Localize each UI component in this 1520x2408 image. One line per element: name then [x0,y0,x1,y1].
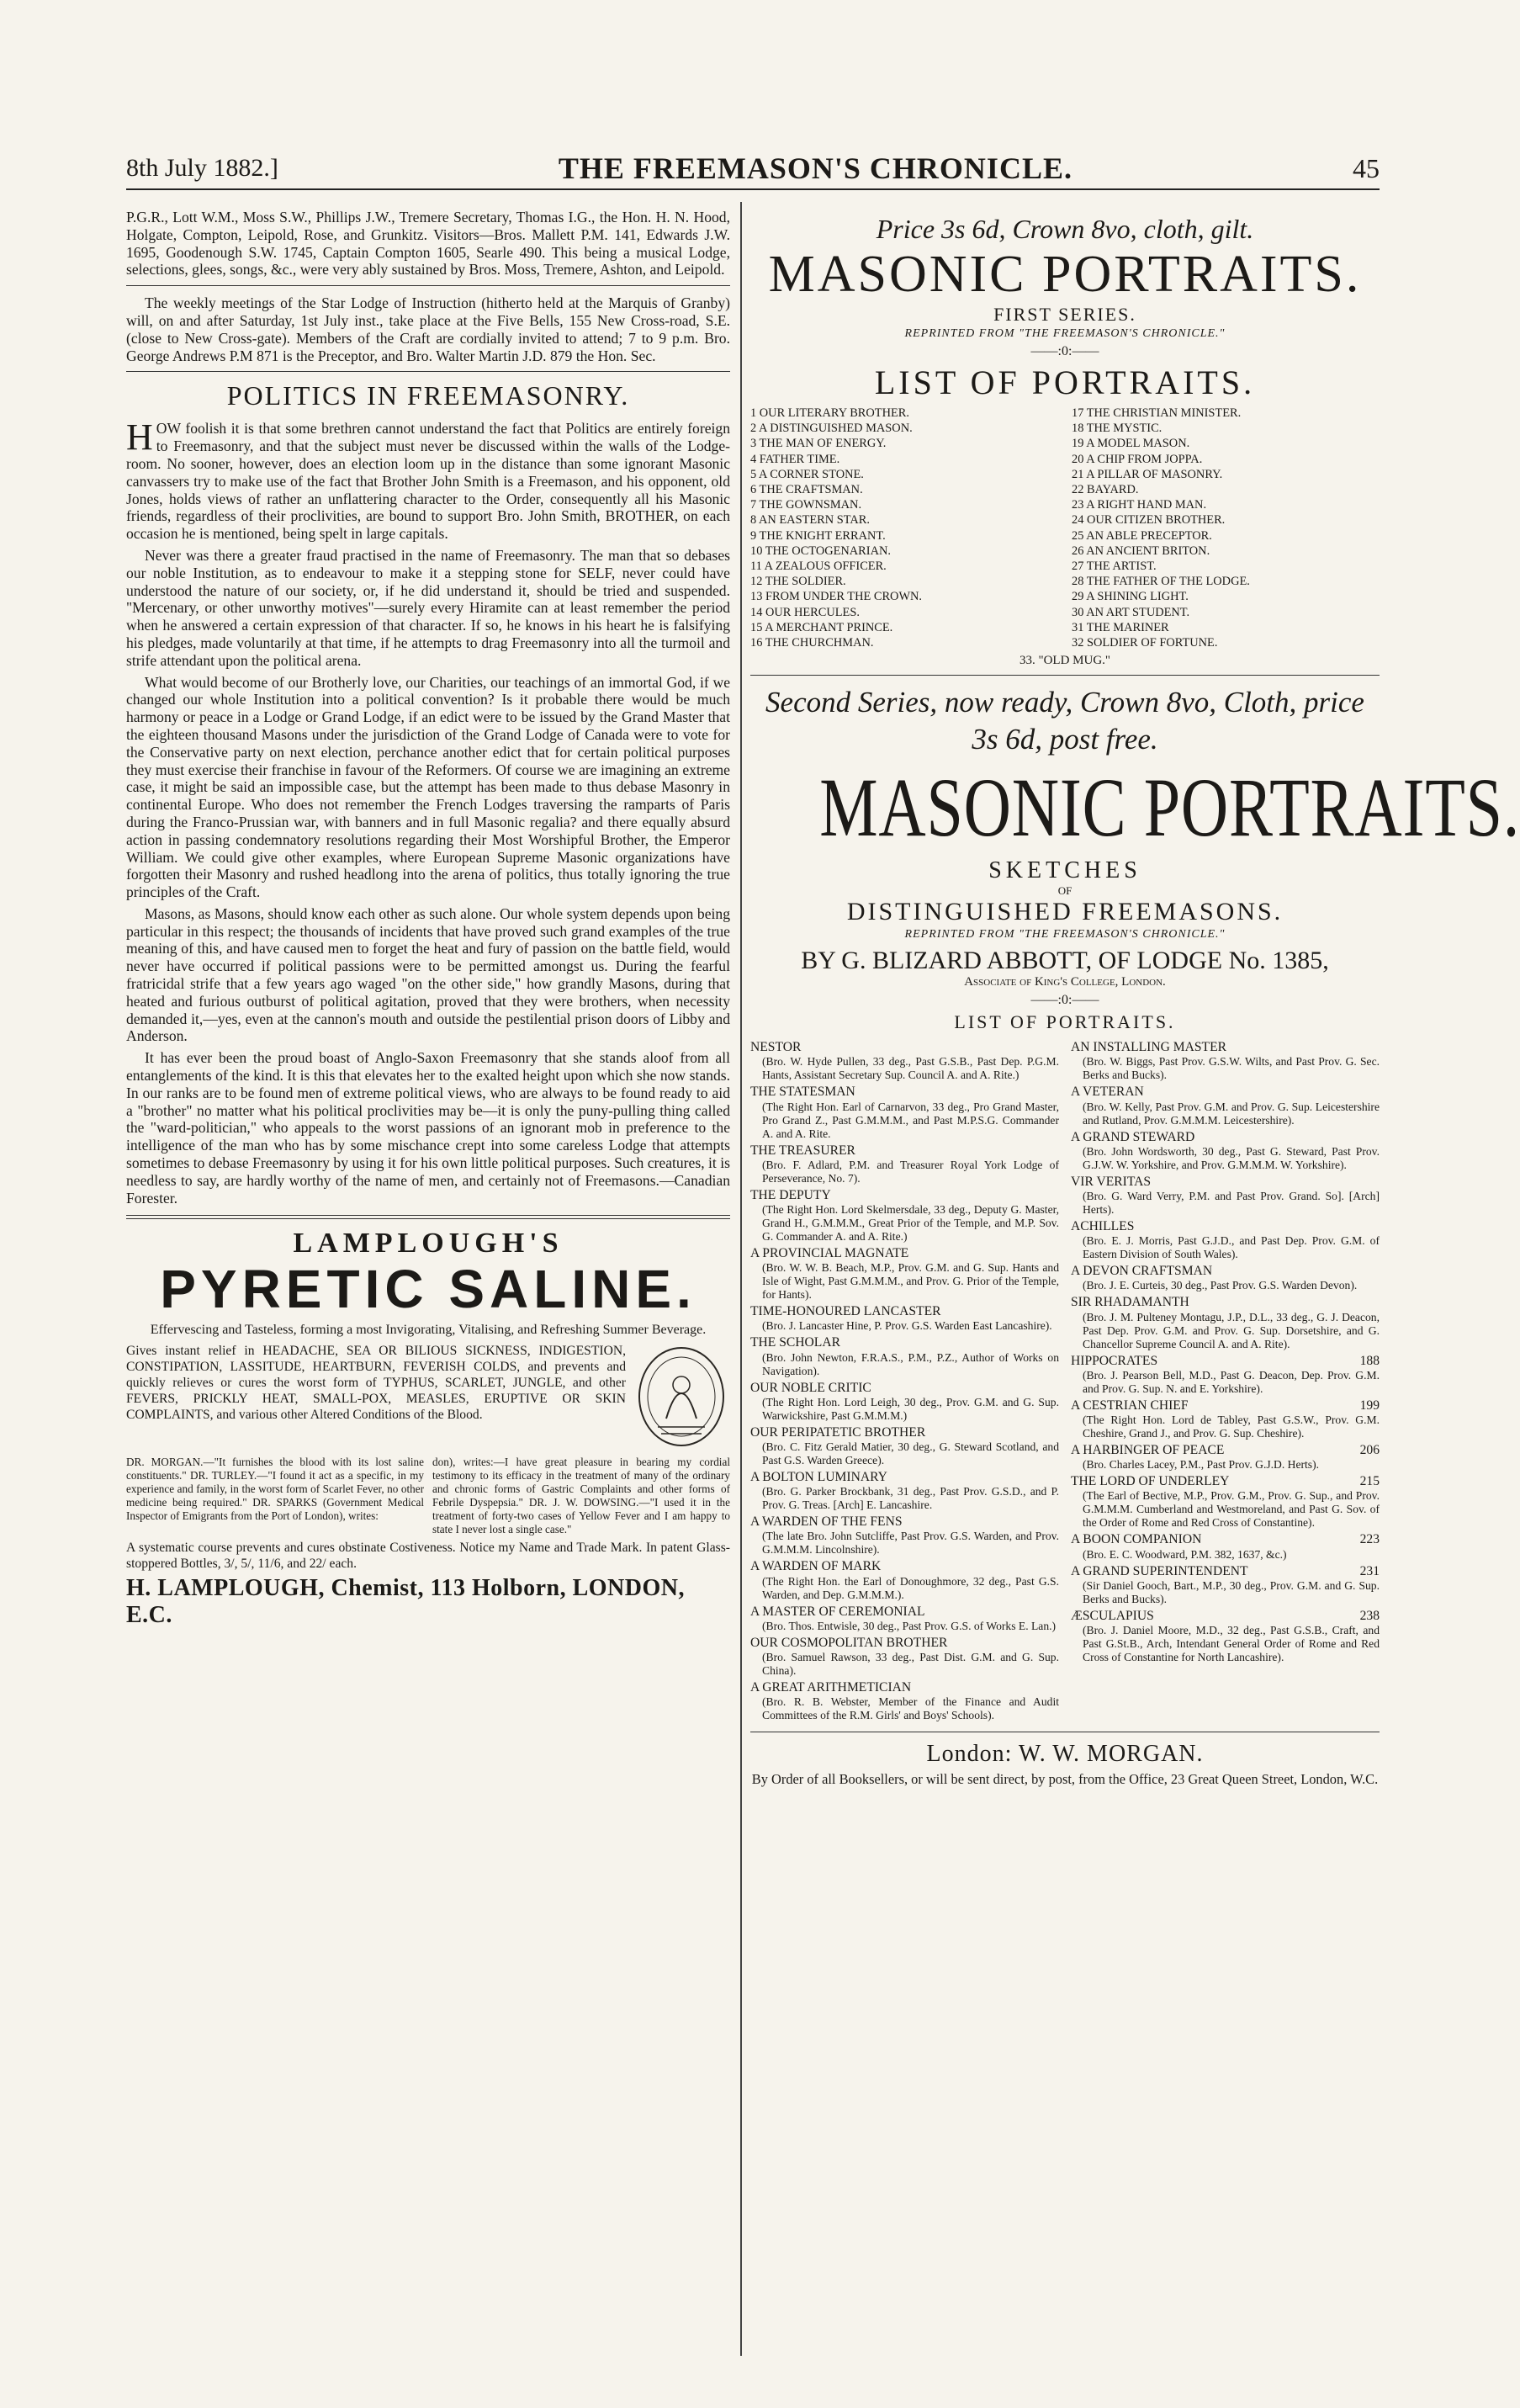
separator: ——:0:—— [1030,344,1099,358]
portrait-entry-name: A PROVINCIAL MAGNATE [750,1246,909,1261]
portrait-entry-title [750,1040,1059,1055]
article-paragraph: Never was there a greater fraud practised in the name of Freemasonry. The man that so debases our noble Institution, as to endeavour to make it a stepping stone for SELF, never could have understood the nature of our society, or, if he did understand it, should be tried and suspended. "Mercenary, or other unworthy motives"—surely every Hiramite can at least remember the period when he answered a certain expression of that character. If so, he knows in his heart he is falsifying his pledges, made voluntarily at that time, if he attempts to drag Freemasonry into all the turmoil and strife attendant upon the political arena. [126,546,730,669]
of-label: OF [1057,884,1072,898]
ad-title: MASONIC PORTRAITS. [819,761,1520,855]
portrait-entry-description: (Sir Daniel Gooch, Bart., M.P., 30 deg., Prov. G.M. and G. Sup. Berks and Bucks). [1083,1578,1380,1605]
portrait-entry-name: A BOLTON LUMINARY [750,1470,887,1485]
portrait-list-item: 6 THE CRAFTSMAN. [750,483,863,497]
portrait-entry-page: 199 [1359,1398,1380,1413]
portrait-list-item: 32 SOLDIER OF FORTUNE. [1072,636,1218,650]
portrait-entry-title [750,1559,1059,1574]
portrait-entry-title [750,1335,1059,1350]
ad-subtitle: Effervescing and Tasteless, forming a most Invigorating, Vitalising, and Refreshing Summer Beverage. [150,1323,707,1338]
portrait-list-item: 25 AN ABLE PRECEPTOR. [1072,528,1212,543]
portrait-entry-description: (The Earl of Bective, M.P., Prov. G.M., Prov. G. Sup., and Prov. G.M.M.M. Cumberland and Westmoreland, and Past G. Sov. of the Order of Rome and Red Cross of Constantine). [1083,1489,1380,1530]
portrait-entry-description: (Bro. G. Ward Verry, P.M. and Past Prov. Grand. So]. [Arch] Herts). [1083,1190,1380,1217]
testimonial-right: don), writes:—I have great pleasure in bearing my cordial testimony to its efficacy in the treatment of many of the ordinary and chronic forms of Gastric Complaints and other forms of Febrile Dyspepsia." DR. J. W. DOWSING.—"I used it in the treatment of forty-two cases of Yellow Fever and I am happy to state I never lost a single case." [432,1456,730,1536]
portrait-list-item: 14 OUR HERCULES. [750,605,860,619]
portrait-entry [750,1425,1059,1467]
portrait-entry-name: THE STATESMAN [750,1085,855,1100]
portrait-list-item: 23 A RIGHT HAND MAN. [1072,498,1207,512]
portrait-entry-name: A DEVON CRAFTSMAN [1071,1264,1213,1279]
portrait-entry-name: A WARDEN OF MARK [750,1559,882,1574]
ad-footer: H. LAMPLOUGH, Chemist, 113 Holborn, LONDON, E.C. [126,1575,685,1629]
portrait-list-col-2 [1072,406,1380,650]
portrait-entry-name: VIR VERITAS [1071,1174,1152,1189]
portrait-entry-page: 223 [1359,1532,1380,1547]
portrait-list-item: 2 A DISTINGUISHED MASON. [750,422,913,436]
portrait-entry-name: A GRAND SUPERINTENDENT [1071,1563,1248,1578]
portrait-entry-name: A VETERAN [1071,1085,1144,1100]
portrait-list-item: 11 A ZEALOUS OFFICER. [750,560,887,574]
portrait-list-item: 26 AN ANCIENT BRITON. [1072,544,1210,558]
portrait-list-item: 16 THE CHURCHMAN. [750,636,874,650]
portrait-entry-title [1071,1040,1380,1055]
portrait-list-item: 15 A MERCHANT PRINCE. [750,620,893,634]
portrait-entry-name: A GRAND STEWARD [1071,1129,1195,1144]
portrait-entry [1071,1443,1380,1472]
portrait-entry [1071,1564,1380,1606]
publisher-line: London: W. W. MORGAN. [926,1741,1204,1768]
portrait-list-item: 17 THE CHRISTIAN MINISTER. [1072,406,1242,420]
right-column [750,209,1520,2346]
drop-cap: H [126,416,153,459]
portrait-entry-name: OUR PERIPATETIC BROTHER [750,1424,926,1440]
portrait-list-item: 24 OUR CITIZEN BROTHER. [1072,513,1226,528]
portrait-entry-description: (The Right Hon. Earl of Carnarvon, 33 deg., Pro Grand Master, Pro Grand Z., Past G.M.M.M., and Past M.P.S.G. Commander A. and A. Rite. [762,1100,1059,1140]
article-paragraph: HOW foolish it is that some brethren cannot understand the fact that Politics are entirely foreign to Freemasonry, and that the subject must never be discussed within the walls of the Lodge-room. No sooner, however, does an election loom up in the distance than some ignorant Masonic canvassers try to make use of the fact that Brother John Smith is a Freemason, and his opponent, old Jones, holds views of rather an unflattering character to the Order, consequently all his Masonic friends, regardless of their proclivities, are bound to support Bro. John Smith, BROTHER, on each occasion he is mentioned, being spelt in large capitals. [126,416,730,543]
portrait-entry [1071,1609,1380,1664]
ad-product: PYRETIC SALINE. [160,1259,696,1320]
portrait-entry-description: (Bro. J. E. Curteis, 30 deg., Past Prov. G.S. Warden Devon). [1083,1279,1358,1292]
portrait-entry-name: A MASTER OF CEREMONIAL [750,1604,925,1619]
series-label: FIRST SERIES. [993,304,1136,325]
intro-paragraph: P.G.R., Lott W.M., Moss S.W., Phillips J.W., Tremere Secretary, Thomas I.G., the Hon. H. N. Hood, Holgate, Compton, Leipold, Rose, and Grunkitz. Visitors—Bros. Mallett P.M. 141, Edwards J.W. 1695, Goodenough S.W. 1745, Captain Compton 1605, Searle 490. This being a musical Lodge, selections, glees, songs, &c., were very ably sustained by Bros. Moss, Tremere, Ashton, and Leipold. [126,209,730,278]
portrait-entry-title [750,1143,1059,1159]
column-divider [740,202,742,2356]
portrait-entry-name: A GREAT ARITHMETICIAN [750,1680,912,1695]
portrait-entry-title [1071,1564,1380,1579]
portrait-entry-description: (Bro. Thos. Entwisle, 30 deg., Past Prov. G.S. of Works E. Lan.) [762,1619,1057,1632]
portrait-entry-description: (The late Bro. John Sutcliffe, Past Prov. G.S. Warden, and Prov. G.M.M.M. Lincolnshire). [762,1530,1059,1557]
ad-closing: A systematic course prevents and cures obstinate Costiveness. Notice my Name and Trade Mark. In patent Glass-stoppered Bottles, 3/, 5/, 11/6, and 22/ each. [126,1541,730,1572]
portrait-entry-title [1071,1532,1380,1547]
portrait-entry-title [1071,1130,1380,1145]
portrait-entry-description: (Bro. John Newton, F.R.A.S., P.M., P.Z., Author of Works on Navigation). [762,1350,1059,1377]
author-line: BY G. BLIZARD ABBOTT, OF LODGE No. 1385, [801,947,1329,975]
portrait-entries-left [750,1040,1059,1725]
portrait-entry [1071,1175,1380,1217]
rule [126,285,730,286]
double-rule [126,1215,730,1219]
portrait-entry-description: (The Right Hon. Lord Leigh, 30 deg., Prov. G.M. and G. Sup. Warwickshire, Past G.M.M.M.) [762,1395,1059,1422]
portrait-entry [1071,1085,1380,1127]
author-affiliation: Associate of King's College, London. [964,975,1166,989]
last-portrait: 33. "OLD MUG." [1019,654,1111,668]
left-column [126,209,730,2346]
portrait-entry-title [750,1304,1059,1319]
masonic-portraits-first-series-ad [750,214,1380,668]
portrait-entry-title [750,1381,1059,1396]
portrait-entry [1071,1040,1380,1082]
portrait-entries-right [1071,1040,1380,1725]
portrait-entry [750,1604,1059,1633]
portrait-entry [1071,1264,1380,1292]
portrait-entry-title [750,1425,1059,1440]
portrait-entry [750,1636,1059,1678]
portrait-entry-title [750,1246,1059,1261]
portrait-entry [1071,1398,1380,1440]
portrait-entry-description: (The Right Hon. Lord de Tabley, Past G.S.W., Prov. G.M. Cheshire, Grand J., and Prov. G. Sup. Cheshire). [1083,1414,1380,1440]
portrait-list-item: 9 THE KNIGHT ERRANT. [750,528,886,543]
portrait-entry-description: (Bro. E. C. Woodward, P.M. 382, 1637, &c.) [1083,1547,1287,1561]
portrait-entry-title [750,1680,1059,1695]
portrait-entry [1071,1295,1380,1350]
rule [126,371,730,372]
portrait-entry-description: (Bro. J. Lancaster Hine, P. Prov. G.S. Warden East Lancashire). [762,1319,1052,1333]
portrait-entry-description: (Bro. W. W. B. Beach, M.P., Prov. G.M. and G. Sup. Hants and Isle of Wight, Past G.M.M.M., and Prov. G. Prior of the Temple, for Hants). [762,1261,1059,1302]
portrait-entry-title [1071,1264,1380,1279]
portrait-entry-name: A BOON COMPANION [1071,1532,1202,1547]
portrait-entry-description: (Bro. E. J. Morris, Past G.J.D., and Past Dep. Prov. G.M. of Eastern Division of South Wales). [1083,1234,1380,1261]
portrait-entry-description: (Bro. J. Daniel Moore, M.D., 32 deg., Past G.S.B., Craft, and Past G.St.B., Arch, Intendant General Order of Rome and Red Cross of Constantine for North Lancashire). [1083,1624,1380,1664]
portrait-entry-name: THE TREASURER [750,1143,855,1158]
distinguished-label: DISTINGUISHED FREEMASONS. [846,898,1284,926]
portrait-entry-title [750,1085,1059,1100]
portrait-entry-page: 206 [1359,1443,1380,1458]
portrait-entry [750,1335,1059,1377]
portrait-entries [750,1040,1380,1725]
portrait-list-item: 7 THE GOWNSMAN. [750,498,862,512]
portrait-entry [750,1188,1059,1244]
order-line: By Order of all Booksellers, or will be sent direct, by post, from the Office, 23 Great Queen Street, London, W.C. [751,1771,1379,1788]
portrait-entry-description: (Bro. J. Pearson Bell, M.D., Past G. Deacon, Dep. Prov. G.M. and Prov. G. Sup. N. and E. Yorkshire). [1083,1368,1380,1395]
portrait-entry-description: (Bro. R. B. Webster, Member of the Finance and Audit Committees of the R.M. Girls' and Boys' Schools). [762,1695,1059,1722]
portrait-list [750,406,1380,650]
portrait-entry-name: A CESTRIAN CHIEF [1071,1398,1189,1413]
portrait-entry [1071,1474,1380,1530]
portrait-entry-title [750,1470,1059,1485]
portrait-entry [750,1040,1059,1082]
list-title: LIST OF PORTRAITS. [874,363,1256,401]
second-series-line: Second Series, now ready, Crown 8vo, Cloth, price 3s 6d, post free. [765,686,1364,756]
portrait-entry-title [750,1604,1059,1620]
portrait-entry [1071,1130,1380,1172]
ad-brand: LAMPLOUGH'S [293,1228,564,1260]
portrait-entry [750,1381,1059,1423]
portrait-entry-name: TIME-HONOURED LANCASTER [750,1304,941,1319]
ad-body [126,1343,730,1452]
portrait-list-item: 28 THE FATHER OF THE LODGE. [1072,575,1250,589]
portrait-list-item: 21 A PILLAR OF MASONRY. [1072,467,1223,481]
sketches-label: SKETCHES [988,857,1141,884]
portrait-entry-name: THE LORD OF UNDERLEY [1071,1474,1230,1489]
portrait-entry-description: (Bro. John Wordsworth, 30 deg., Past G. Steward, Past Prov. G.J.W. W. Yorkshire, and Prov. G.M.M.M. W. Yorkshire). [1083,1144,1380,1171]
portrait-entry-description: (Bro. J. M. Pulteney Montagu, J.P., D.L., 33 deg., G. J. Deacon, Past Dep. Prov. G.M. and Prov. G. Sup. Dorsetshire, and G. Chancellor Supreme Council A. and A. Rite). [1083,1310,1380,1350]
article-paragraph: It has ever been the proud boast of Anglo-Saxon Freemasonry that she stands aloof from all entanglements of the kind. It is this that elevates her to the exalted height upon which she now stands. In our ranks are to be found men of extreme political views, who are always to be found ready to aid a "brother" no matter what his political proclivities may be—it is only the puny-pulling thing called the "ward-politician," who appeals to the worst passions of an ignorant mob in preference to the intelligence of the man who has by some mischance crept into some careless Lodge that attempts sometimes to debase Freemasonry by using it for his own little political purposes. Such creatures, it is needless to say, are hardly worthy of the name of men, and certainly not of Freemasons.—Canadian Forester. [126,1049,730,1207]
portrait-entry [750,1559,1059,1601]
separator: ——:0:—— [1030,993,1099,1008]
page-number: 45 [1353,152,1380,183]
portrait-entry-name: OUR COSMOPOLITAN BROTHER [750,1635,948,1650]
portrait-entry-title [750,1636,1059,1651]
portrait-list-item: 12 THE SOLDIER. [750,575,846,589]
portrait-list-item: 5 A CORNER STONE. [750,467,864,481]
portrait-entry-title [1071,1219,1380,1234]
article-paragraph: What would become of our Brotherly love, our Charities, our teachings of an immortal God, if we changed our whole Institution into a political convention? Is it probable there would be much harmony or peace in a Lodge or Grand Lodge, if an edict were to be issued by the Grand Master that the eighteen thousand Masons under the jurisdiction of the Grand Lodge of Canada were to vote for the Conservative party on next election, perchance another edict that for certain political purposes they must exercise their franchise in favour of the Reformers. Of course we are imagining an extreme case, it might be said an impossible case, but the attempt has been made to thus debase Masonry in continental Europe. Who does not remember the French Lodges traversing the ramparts of Paris during the Franco-Prussian war, with banners and in full Masonic regalia? and there equally absurd action in passing condemnatory resolutions regarding their Most Worshipful Brother, the Emperor William. We could give other examples, where European Supreme Masonic organizations have forgotten their Masonry and rushed headlong into the arena of politics, thus totally ignoring the true principles of the Craft. [126,673,730,901]
portrait-entry [750,1470,1059,1512]
price-line: Price 3s 6d, Crown 8vo, cloth, gilt. [876,214,1254,244]
portrait-entry-description: (Bro. W. Hyde Pullen, 33 deg., Past G.S.B., Past Dep. P.G.M. Hants, Assistant Secretary Sup. Council A. and A. Rite.) [762,1055,1059,1082]
portrait-list-item: 3 THE MAN OF ENERGY. [750,437,887,451]
portrait-list-col-1 [750,406,1058,650]
portrait-entry [750,1143,1059,1185]
portrait-entry-description: (The Right Hon. the Earl of Donoughmore, 32 deg., Past G.S. Warden, and Dep. G.M.M.M.). [762,1574,1059,1601]
portrait-list-item: 31 THE MARINER [1072,620,1169,634]
portrait-entry [1071,1354,1380,1396]
portrait-entry-description: (Bro. G. Parker Brockbank, 31 deg., Past Prov. G.S.D., and P. Prov. G. Treas. [Arch] E. Lancashire. [762,1485,1059,1512]
portrait-list-item: 4 FATHER TIME. [750,452,840,466]
portrait-entry-title [1071,1295,1380,1310]
portrait-entry-name: HIPPOCRATES [1071,1353,1158,1368]
portrait-entry-title [750,1514,1059,1530]
testimonial-left: DR. MORGAN.—"It furnishes the blood with its lost saline constituents." DR. TURLEY.—"I found it act as a specific, in my experience and family, in the worst form of Scarlet Fever, no other medicine being required." DR. SPARKS (Government Medical Inspector of Emigrants from the Port of London), writes: [126,1456,424,1523]
portrait-list-item: 10 THE OCTOGENARIAN. [750,544,891,558]
portrait-entry-name: ÆSCULAPIUS [1071,1608,1154,1623]
portrait-entry-name: AN INSTALLING MASTER [1071,1040,1227,1055]
portrait-list-item: 27 THE ARTIST. [1072,560,1157,574]
reprinted-note: REPRINTED FROM "THE FREEMASON'S CHRONICLE." [904,928,1226,941]
portrait-entry-page: 215 [1359,1474,1380,1489]
ad-title: MASONIC PORTRAITS. [768,246,1362,303]
ad-testimonials [126,1456,730,1536]
portrait-entry [750,1085,1059,1140]
trade-mark-seal-icon [633,1343,730,1452]
portrait-entry-description: (Bro. F. Adlard, P.M. and Treasurer Royal York Lodge of Perseverance, No. 7). [762,1158,1059,1185]
portrait-entry-page: 231 [1359,1563,1380,1578]
portrait-entry-title [1071,1443,1380,1458]
portrait-entry-page: 188 [1359,1353,1380,1368]
ad-body-text: Gives instant relief in HEADACHE, SEA OR BILIOUS SICKNESS, INDIGESTION, CONSTIPATION, LASSITUDE, HEARTBURN, FEVERISH COLDS, and prevents and quickly relieves or cures the worst form of TYPHUS, SCARLET, JUNGLE, and other FEVERS, PRICKLY HEAT, SMALL-POX, MEASLES, ERUPTIVE OR SKIN COMPLAINTS, and various other Altered Conditions of the Blood. [126,1344,626,1423]
portrait-entry [1071,1532,1380,1561]
portrait-list-item: 20 A CHIP FROM JOPPA. [1072,452,1203,466]
portrait-list-item: 30 AN ART STUDENT. [1072,605,1190,619]
list-title: LIST OF PORTRAITS. [954,1011,1176,1033]
portrait-entry-title [1071,1398,1380,1414]
portrait-list-item: 8 AN EASTERN STAR. [750,513,870,528]
page-header [126,148,1380,190]
portrait-list-item: 1 OUR LITERARY BROTHER. [750,406,909,420]
header-date: 8th July 1882.] [126,154,278,182]
portrait-entry-title [1071,1085,1380,1100]
portrait-entry [750,1514,1059,1557]
portrait-entry-description: (Bro. W. Biggs, Past Prov. G.S.W. Wilts, and Past Prov. G. Sec. Berks and Bucks). [1083,1055,1380,1082]
portrait-entry [1071,1219,1380,1261]
portrait-entry-title [750,1188,1059,1203]
portrait-entry-description: (The Right Hon. Lord Skelmersdale, 33 deg., Deputy G. Master, Grand H., G.M.M.M., Great Prior of the Temple, and M.P. Sov. G. Commander A. and A. Rite.) [762,1203,1059,1244]
portrait-list-item: 18 THE MYSTIC. [1072,422,1163,436]
portrait-entry-title [1071,1474,1380,1489]
header-title: THE FREEMASON'S CHRONICLE. [558,151,1072,185]
portrait-entry-name: THE DEPUTY [750,1187,831,1202]
rule [750,675,1380,676]
portrait-entry-description: (Bro. Samuel Rawson, 33 deg., Past Dist. G.M. and G. Sup. China). [762,1651,1059,1678]
article-paragraph: Masons, as Masons, should know each other as such alone. Our whole system depends upon being particular in this respect; the thousands of incidents that have proved such grand examples of the true meaning of this, and have caused men to forget the heat and fury of passion on the battle field, would never have occurred if political passions were to be permitted amongst us. During the fearful fratricidal strife that a few years ago waged "on the other side," how grandly Masons, during that heated and furious outburst of political agitation, proved that they were brothers, when necessity demanded it,—yes, even at the cannon's mouth and outside the pestilential prison doors of Libby and Anderson. [126,904,730,1045]
portrait-entry-name: A WARDEN OF THE FENS [750,1514,903,1530]
portrait-list-item: 13 FROM UNDER THE CROWN. [750,590,923,604]
portrait-entry-name: ACHILLES [1071,1219,1135,1234]
portrait-list-item: 29 A SHINING LIGHT. [1072,590,1189,604]
star-lodge-paragraph: The weekly meetings of the Star Lodge of Instruction (hitherto held at the Marquis of Granby) will, on and after Saturday, 1st July inst., take place at the Five Bells, 155 New Cross-road, S.E. (close to New Cross-gate). Members of the Craft are cordially invited to attend; 7 to 9 p.m. Bro. George Andrews P.M 871 is the Preceptor, and Bro. Walter Martin J.D. 879 the Hon. Sec. [126,294,730,364]
portrait-entry-description: (Bro. C. Fitz Gerald Matier, 30 deg., G. Steward Scotland, and Past G.S. Warden Greece). [762,1440,1059,1467]
portrait-entry [750,1246,1059,1302]
portrait-entry-name: NESTOR [750,1040,802,1055]
portrait-entry-description: (Bro. Charles Lacey, P.M., Past Prov. G.J.D. Herts). [1083,1458,1320,1472]
portrait-entry [750,1304,1059,1333]
portrait-entry-title [1071,1609,1380,1624]
portrait-entry-name: A HARBINGER OF PEACE [1071,1443,1225,1458]
lamplough-advertisement [126,1228,730,1629]
portrait-entry [750,1680,1059,1722]
masonic-portraits-second-series-ad [750,684,1520,1725]
portrait-entry-page: 238 [1359,1608,1380,1623]
portrait-list-item: 22 BAYARD. [1072,483,1139,497]
portrait-entry-name: OUR NOBLE CRITIC [750,1380,871,1395]
article-title: POLITICS IN FREEMASONRY. [226,380,630,411]
portrait-list-item: 19 A MODEL MASON. [1072,437,1190,451]
portrait-entry-description: (Bro. W. Kelly, Past Prov. G.M. and Prov. G. Sup. Leicestershire and Rutland, Prov. G.M.M.M. Leicestershire). [1083,1100,1380,1127]
portrait-entry-name: THE SCHOLAR [750,1335,840,1350]
portrait-entry-title [1071,1175,1380,1190]
reprinted-note: REPRINTED FROM "THE FREEMASON'S CHRONICLE." [904,327,1226,340]
portrait-entry-title [1071,1354,1380,1369]
portrait-entry-name: SIR RHADAMANTH [1071,1295,1189,1310]
